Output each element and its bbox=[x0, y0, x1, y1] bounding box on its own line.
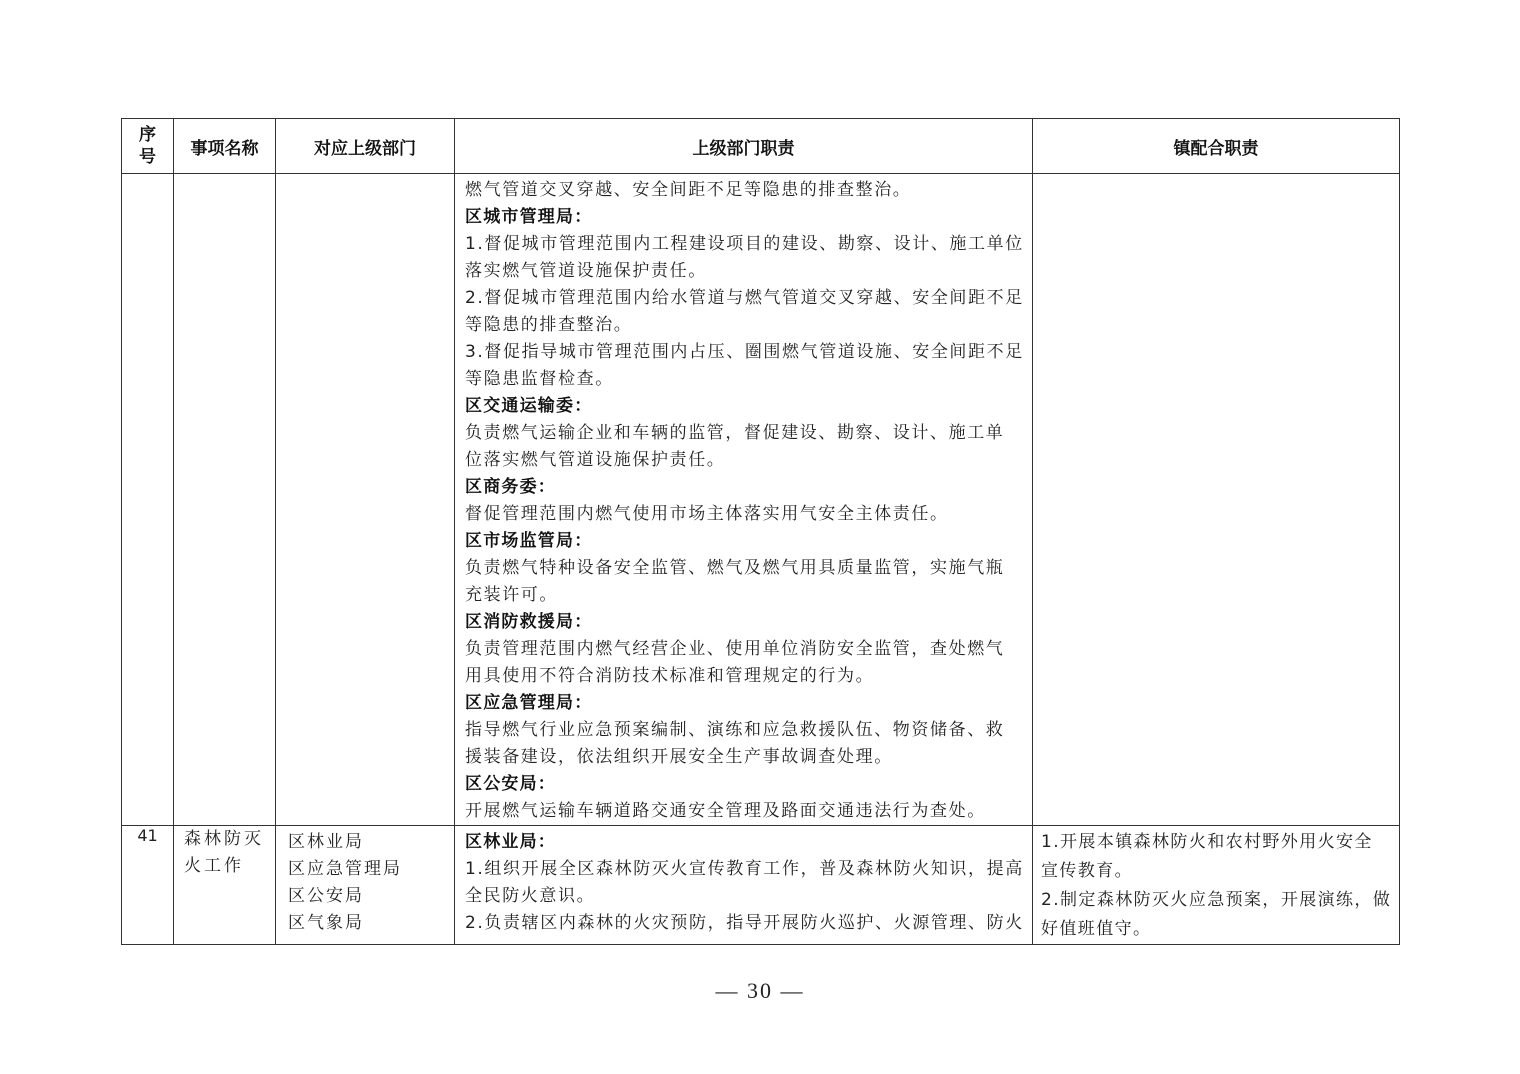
duties-cell bbox=[455, 174, 1033, 826]
duty-line: 全民防火意识。 bbox=[465, 886, 596, 906]
seq-cell: 41 bbox=[122, 826, 174, 945]
duty-line: 2.督促城市管理范围内给水管道与燃气管道交叉穿越、安全间距不足 bbox=[465, 288, 1024, 308]
duty-line: 位落实燃气管道设施保护责任。 bbox=[465, 450, 726, 470]
duty-line: 落实燃气管道设施保护责任。 bbox=[465, 261, 707, 281]
duty-line: 督促管理范围内燃气使用市场主体落实用气安全主体责任。 bbox=[465, 504, 949, 524]
duty-line: 用具使用不符合消防技术标准和管理规定的行为。 bbox=[465, 666, 875, 686]
org-heading: 区应急管理局： bbox=[465, 693, 593, 713]
dept-item: 区应急管理局 bbox=[288, 859, 402, 879]
dept-cell-empty bbox=[276, 174, 455, 826]
town-cell-empty bbox=[1033, 174, 1400, 826]
header-seq-line-2: 号 bbox=[139, 147, 156, 167]
duty-line: 指导燃气行业应急预案编制、演练和应急救援队伍、物资储备、救 bbox=[465, 720, 1005, 740]
dept-item: 区气象局 bbox=[288, 913, 364, 933]
duties-list bbox=[455, 174, 1032, 825]
duty-line: 2.负责辖区内森林的火灾预防，指导开展防火巡护、火源管理、防火 bbox=[465, 913, 1024, 933]
duty-line: 负责管理范围内燃气经营企业、使用单位消防安全监管，查处燃气 bbox=[465, 639, 1005, 659]
duty-line: 等隐患的排查整治。 bbox=[465, 315, 633, 335]
duty-line: 负责燃气特种设备安全监管、燃气及燃气用具质量监管，实施气瓶 bbox=[465, 558, 1005, 578]
town-duty-line: 1.开展本镇森林防火和农村野外用火安全 bbox=[1041, 832, 1373, 852]
org-heading: 区市场监管局： bbox=[465, 531, 593, 551]
name-cell-empty bbox=[174, 174, 276, 826]
header-seq bbox=[122, 119, 174, 174]
duty-line: 1.督促城市管理范围内工程建设项目的建设、勘察、设计、施工单位 bbox=[465, 234, 1024, 254]
duty-line: 燃气管道交叉穿越、安全间距不足等隐患的排查整治。 bbox=[465, 180, 912, 200]
town-duty-line: 好值班值守。 bbox=[1041, 919, 1152, 939]
header-seq-line-1: 序 bbox=[139, 125, 156, 145]
duty-line: 1.组织开展全区森林防灭火宣传教育工作，普及森林防火知识，提高 bbox=[465, 859, 1024, 879]
org-heading: 区消防救援局： bbox=[465, 612, 593, 632]
duty-line: 充装许可。 bbox=[465, 585, 558, 605]
duty-line: 3.督促指导城市管理范围内占压、圈围燃气管道设施、安全间距不足 bbox=[465, 342, 1024, 362]
town-duty-line: 宣传教育。 bbox=[1041, 861, 1133, 881]
duty-line: 开展燃气运输车辆道路交通安全管理及路面交通违法行为查处。 bbox=[465, 801, 986, 821]
header-item-name: 事项名称 bbox=[174, 119, 276, 174]
item-name-line-1: 森林防灭 bbox=[184, 829, 264, 849]
duty-line: 等隐患监督检查。 bbox=[465, 369, 614, 389]
item-name-cell bbox=[174, 826, 276, 945]
town-duties-cell bbox=[1033, 826, 1400, 945]
header-superior-duties: 上级部门职责 bbox=[455, 119, 1033, 174]
item-name-line-2: 火工作 bbox=[184, 856, 244, 876]
dept-item: 区公安局 bbox=[288, 886, 364, 906]
header-row bbox=[122, 119, 1400, 174]
org-heading: 区公安局： bbox=[465, 774, 556, 794]
org-heading: 区交通运输委： bbox=[465, 396, 593, 416]
org-heading: 区商务委： bbox=[465, 477, 556, 497]
duties-list bbox=[455, 826, 1032, 937]
table-row-continuation bbox=[122, 174, 1400, 826]
table-row-41 bbox=[122, 826, 1400, 945]
duty-line: 援装备建设，依法组织开展安全生产事故调查处理。 bbox=[465, 747, 893, 767]
town-duty-line: 2.制定森林防灭火应急预案，开展演练，做 bbox=[1041, 890, 1392, 910]
header-town-duties: 镇配合职责 bbox=[1033, 119, 1400, 174]
header-superior-dept: 对应上级部门 bbox=[276, 119, 455, 174]
org-heading: 区城市管理局： bbox=[465, 207, 593, 227]
page-number: — 30 — bbox=[715, 978, 805, 1003]
org-heading: 区林业局： bbox=[465, 832, 556, 852]
duties-cell bbox=[455, 826, 1033, 945]
duty-line: 负责燃气运输企业和车辆的监管，督促建设、勘察、设计、施工单 bbox=[465, 423, 1005, 443]
duty-table bbox=[121, 118, 1400, 945]
dept-item: 区林业局 bbox=[288, 832, 364, 852]
seq-cell-empty bbox=[122, 174, 174, 826]
dept-cell bbox=[276, 826, 455, 945]
